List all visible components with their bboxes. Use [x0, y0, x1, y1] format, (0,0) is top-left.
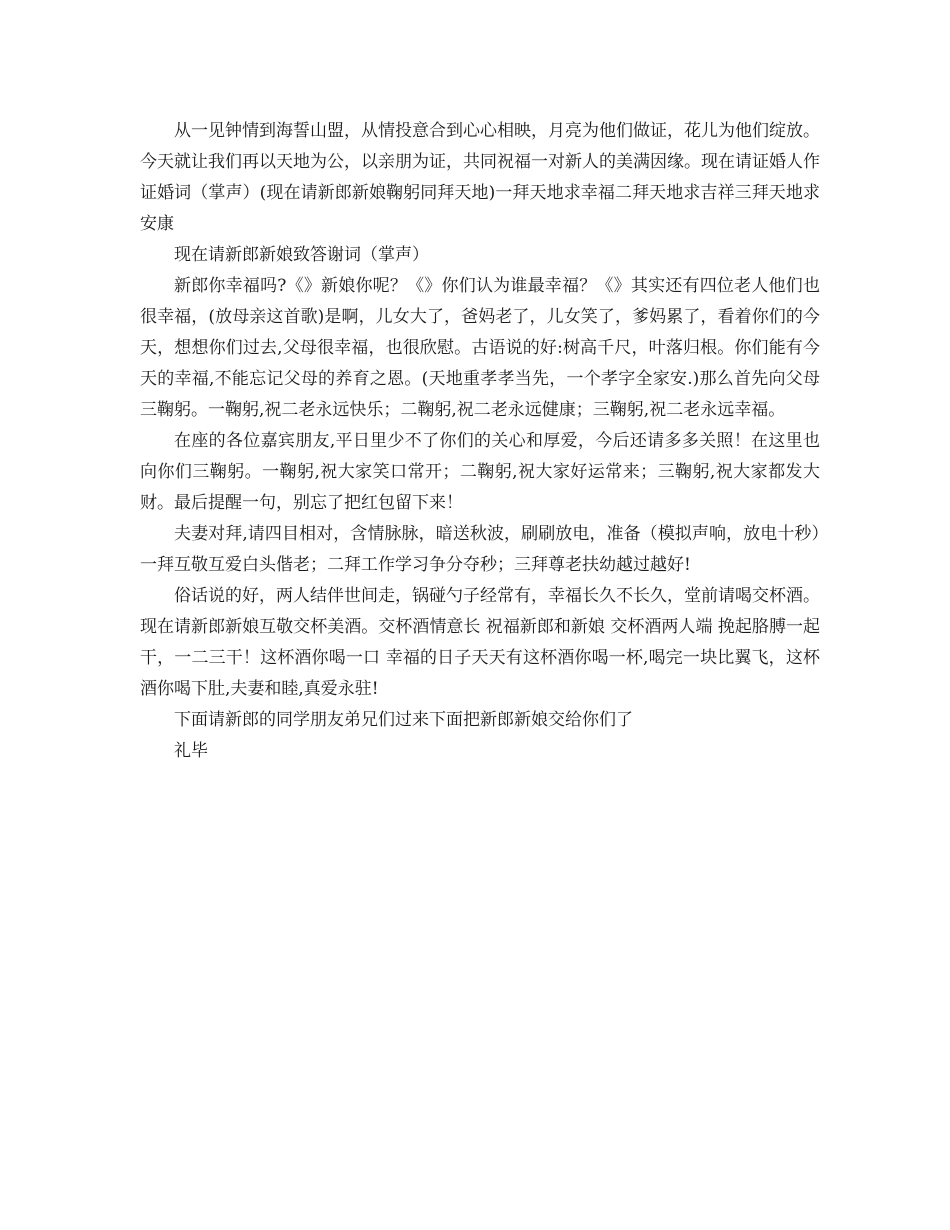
- paragraph-parents: 新郎你幸福吗?《》新娘你呢？《》你们认为谁最幸福？《》其实还有四位老人他们也很幸福，(放母亲这首歌)是啊，儿女大了，爸妈老了，儿女笑了，爹妈累了，看着你们的今天，想想你们过去,父母很幸福，也很欣慰。古语说的好:树高千尺，叶落归根。你们能有今天的幸福,不能忘记父母的养育之恩。(天地重孝孝当先，一个孝字全家安.)那么首先向父母三鞠躬。一鞠躬,祝二老永远快乐；二鞠躬,祝二老永远健康；三鞠躬,祝二老永远幸福。: [140, 276, 820, 420]
- paragraph-closing: 礼毕: [174, 741, 208, 761]
- paragraph-opening: 从一见钟情到海誓山盟，从情投意合到心心相映，月亮为他们做证，花儿为他们绽放。今天就让我们再以天地为公，以亲朋为证，共同祝福一对新人的美满因缘。现在请证婚人作证婚词（掌声）(现在请新郎新娘鞠躬同拜天地)一拜天地求幸福二拜天地求吉祥三拜天地求安康: [140, 121, 820, 234]
- paragraph-friends: 下面请新郎的同学朋友弟兄们过来下面把新郎新娘交给你们了: [174, 710, 633, 730]
- paragraph-thanks-speech: 现在请新郎新娘致答谢词（掌声）: [174, 245, 429, 265]
- paragraph-couple-bow: 夫妻对拜,请四目相对，含情脉脉，暗送秋波，刷刷放电，准备（模拟声响，放电十秒）一拜互敬互爱白头偕老；二拜工作学习争分夺秒；三拜尊老扶幼越过越好!: [140, 524, 820, 575]
- paragraph-wine: 俗话说的好，两人结伴世间走，锅碰勺子经常有，幸福长久不长久，堂前请喝交杯酒。现在请新郎新娘互敬交杯美酒。交杯酒情意长 祝福新郎和新娘 交杯酒两人端 挽起胳膊一起干，一二三干！这杯酒你喝一口 幸福的日子天天有这杯酒你喝一杯,喝完一块比翼飞，这杯酒你喝下肚,夫妻和睦,真爱永驻!: [140, 586, 820, 699]
- paragraph-guests: 在座的各位嘉宾朋友,平日里少不了你们的关心和厚爱，今后还请多多关照！在这里也向你们三鞠躬。一鞠躬,祝大家笑口常开；二鞠躬,祝大家好运常来；三鞠躬,祝大家都发大财。最后提醒一句，别忘了把红包留下来！: [140, 431, 820, 513]
- document-body: [140, 116, 820, 767]
